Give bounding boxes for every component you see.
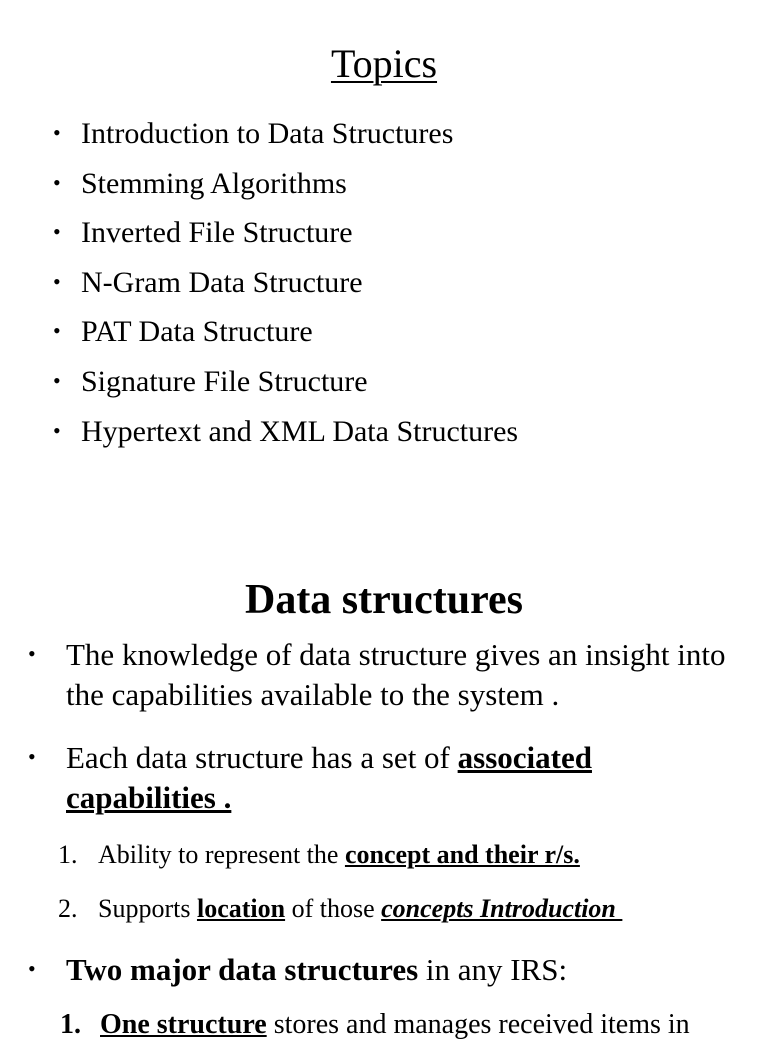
concepts-introduction-emphasis: concepts Introduction <box>381 894 623 923</box>
numbered-item-2: 2. Supports location of those concepts Introduction <box>58 892 622 926</box>
topic-item: • Inverted File Structure <box>48 213 518 263</box>
knowledge-bullet <box>24 635 744 715</box>
item-number: 2. <box>58 894 78 923</box>
bullet-icon: • <box>53 417 61 443</box>
knowledge-text: The knowledge of data structure gives an insight into the capabilities available to the system . <box>66 637 726 712</box>
topics-list <box>48 114 518 461</box>
topic-item: • PAT Data Structure <box>48 312 518 362</box>
structure-sub-item: 1. One structure stores and manages received items in <box>60 1009 690 1040</box>
concept-emphasis: concept and their r/s. <box>344 840 580 869</box>
major-structures-bullet <box>24 950 744 990</box>
bullet-icon: • <box>53 120 61 145</box>
bullet-icon: • <box>53 268 61 294</box>
capabilities-bullet <box>24 738 744 818</box>
topic-item: • Signature File Structure <box>48 362 518 412</box>
capabilities-text: Each data structure has a set of associated capabilities . <box>66 740 592 815</box>
bullet-icon: • <box>53 219 61 245</box>
item-number: 1. <box>60 1009 81 1040</box>
topic-item: • Stemming Algorithms <box>48 164 518 214</box>
bullet-icon: • <box>28 956 36 981</box>
associated-capabilities-emphasis: associated capabilities . <box>66 740 592 815</box>
topics-title: Topics <box>330 41 438 86</box>
numbered-item-1: 1. Ability to represent the concept and their r/s. <box>58 838 580 872</box>
topic-item: • Hypertext and XML Data Structures <box>48 412 518 462</box>
data-structures-title: Data structures <box>244 577 523 623</box>
location-emphasis: location <box>196 894 286 923</box>
topic-item: • Introduction to Data Structures <box>48 114 518 164</box>
one-structure-emphasis: One structure <box>100 1009 267 1040</box>
major-structures-text: Two major data structures in any IRS: <box>66 952 568 987</box>
topic-item: • N-Gram Data Structure <box>48 263 518 313</box>
bullet-icon: • <box>53 367 61 393</box>
bullet-icon: • <box>53 169 61 195</box>
item-number: 1. <box>58 840 78 869</box>
bullet-icon: • <box>28 641 36 666</box>
bullet-icon: • <box>28 744 36 769</box>
bullet-icon: • <box>53 318 61 344</box>
